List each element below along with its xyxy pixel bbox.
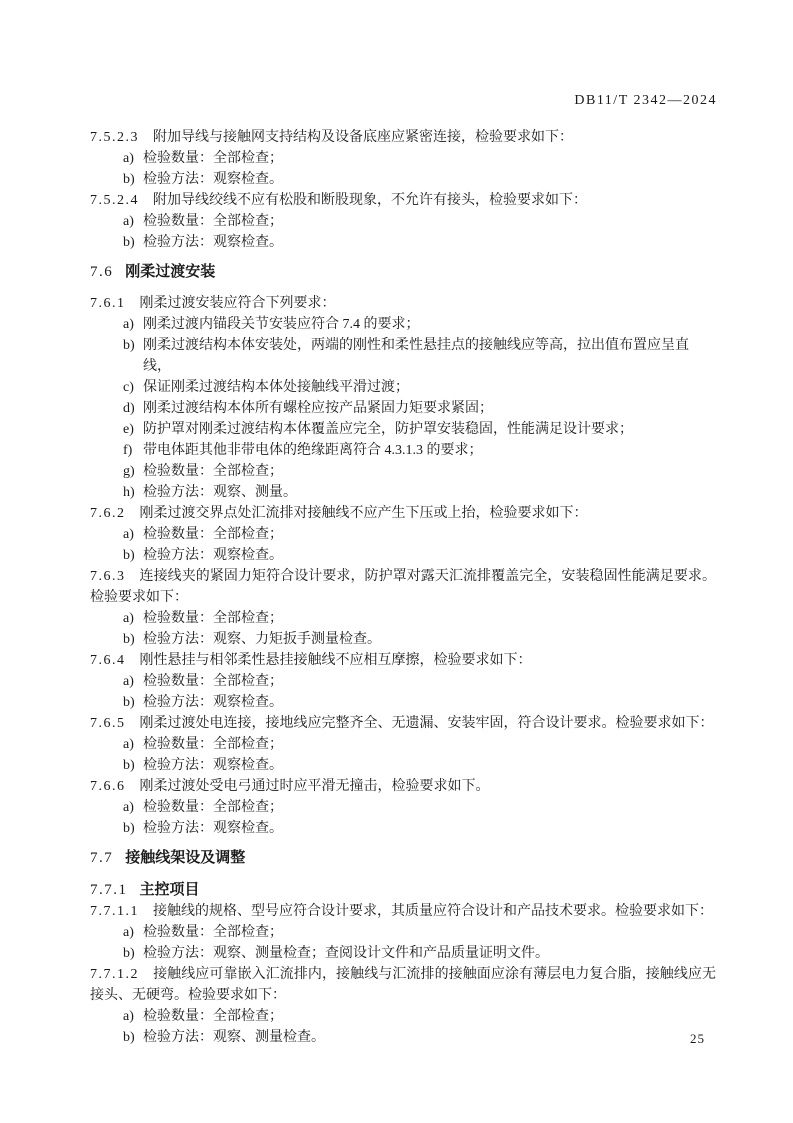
list-marker: d) [123,401,135,416]
clause-number: 7.6.3 [90,569,126,584]
list-marker: a) [123,737,134,752]
list-marker: b) [123,548,135,563]
clause-number: 7.5.2.4 [90,193,139,208]
clause-7-6-6 [90,776,716,839]
list-marker: b) [123,1030,135,1045]
list-marker: b) [123,946,135,961]
list-item-text: 检验方法：观察检查。 [143,172,283,187]
clause-text: 刚柔过渡安装应符合下列要求： [139,296,336,311]
list-item-text: 检验方法：观察检查。 [143,235,283,250]
section-number: 7.7 [90,850,114,866]
list-item [90,818,716,839]
page-number: 25 [690,1031,705,1046]
list-item [90,943,716,964]
clause-7-5-2-3 [90,127,716,190]
clause-number: 7.5.2.3 [90,130,139,145]
list-item-text: 检验方法：观察、测量检查。 [143,1030,325,1045]
subsection-title: 主控项目 [139,881,200,898]
list-item [90,671,716,692]
list-item [90,148,716,169]
list-item-text: 检验方法：观察检查。 [143,821,283,836]
list-item [90,377,716,398]
list-item [90,524,716,545]
list-item-text: 检验数量：全部检查； [143,527,283,542]
clause-paragraph [90,503,716,524]
list-marker: b) [123,758,135,773]
clause-7-6-4 [90,650,716,713]
section-heading-7-6 [90,261,716,283]
list-item [90,211,716,232]
list-marker: g) [123,464,135,479]
list-marker: b) [123,235,135,250]
clause-paragraph [90,293,716,314]
list-item-text: 检验数量：全部检查； [143,800,283,815]
clause-7-7-1-1 [90,901,716,964]
clause-paragraph [90,901,716,922]
list-item [90,755,716,776]
subsection-heading-7-7-1 [90,879,716,901]
clause-text: 附加导线与接触网支持结构及设备底座应紧密连接，检验要求如下： [153,130,573,145]
section-heading-7-7 [90,847,716,869]
list-item-text: 防护罩对刚柔过渡结构本体覆盖应完全，防护罩安装稳固，性能满足设计要求； [143,422,633,437]
list-item [90,797,716,818]
clause-text: 刚性悬挂与相邻柔性悬挂接触线不应相互摩擦，检验要求如下： [139,653,532,668]
section-title: 刚柔过渡安装 [125,263,216,280]
list-marker: b) [123,172,135,187]
list-item-text: 刚柔过渡内锚段关节安装应符合 7.4 的要求； [143,317,420,332]
list-item [90,314,716,335]
subsection-number: 7.7.1 [90,882,128,898]
clause-number: 7.6.2 [90,506,126,521]
clause-text: 连接线夹的紧固力矩符合设计要求，防护罩对露天汇流排覆盖完全，安装稳固性能满足要求。检验要求如下： [90,569,716,605]
list-item [90,461,716,482]
clause-number: 7.7.1.2 [90,967,139,982]
list-item-text: 检验方法：观察检查。 [143,695,283,710]
list-marker: b) [123,695,135,710]
clause-text: 接触线的规格、型号应符合设计要求，其质量应符合设计和产品技术要求。检验要求如下： [153,904,713,919]
list-marker: f) [123,443,133,458]
clause-7-6-2 [90,503,716,566]
list-item [90,922,716,943]
list-item-text: 检验数量：全部检查； [143,737,283,752]
list-item-text: 检验方法：观察检查。 [143,548,283,563]
list-item [90,169,716,190]
clause-number: 7.6.6 [90,779,126,794]
list-item [90,629,716,650]
list-item-text: 刚柔过渡结构本体安装处，两端的刚性和柔性悬挂点的接触线应等高，拉出值布置应呈直线， [143,338,689,374]
clause-paragraph [90,713,716,734]
clause-7-6-3 [90,566,716,650]
list-marker: e) [123,422,134,437]
clause-text: 刚柔过渡交界点处汇流排对接触线不应产生下压或上抬，检验要求如下： [139,506,588,521]
list-item [90,608,716,629]
list-item-text: 检验数量：全部检查； [143,925,283,940]
list-item-text: 检验方法：观察检查。 [143,758,283,773]
list-item-text: 检验数量：全部检查； [143,1009,283,1024]
page-content [90,127,716,1048]
clause-text: 刚柔过渡处受电弓通过时应平滑无撞击，检验要求如下。 [139,779,490,794]
clause-paragraph [90,127,716,148]
list-item-text: 检验数量：全部检查； [143,151,283,166]
list-marker: a) [123,925,134,940]
list-item-text: 保证刚柔过渡结构本体处接触线平滑过渡； [143,380,409,395]
clause-7-6-1 [90,293,716,503]
clause-paragraph [90,776,716,797]
list-marker: a) [123,1009,134,1024]
list-marker: a) [123,674,134,689]
list-marker: a) [123,800,134,815]
list-marker: a) [123,151,134,166]
list-item [90,545,716,566]
list-marker: a) [123,611,134,626]
list-item [90,232,716,253]
clause-number: 7.6.4 [90,653,126,668]
list-item-text: 检验数量：全部检查； [143,674,283,689]
clause-text: 附加导线绞线不应有松股和断股现象，不允许有接头，检验要求如下： [153,193,587,208]
list-item [90,482,716,503]
clause-paragraph [90,650,716,671]
clause-7-5-2-4 [90,190,716,253]
list-item-text: 刚柔过渡结构本体所有螺栓应按产品紧固力矩要求紧固； [143,401,493,416]
list-item [90,398,716,419]
clause-7-6-5 [90,713,716,776]
list-item [90,734,716,755]
clause-7-7-1-2 [90,964,716,1048]
list-item [90,1027,716,1048]
clause-text: 刚柔过渡处电连接，接地线应完整齐全、无遗漏、安装牢固，符合设计要求。检验要求如下： [139,716,714,731]
list-marker: a) [123,214,134,229]
list-marker: c) [123,380,134,395]
list-marker: b) [123,338,135,353]
standard-number-header: DB11/T 2342—2024 [574,93,717,108]
list-item-text: 检验数量：全部检查； [143,464,283,479]
list-item-text: 检验方法：观察、测量检查；查阅设计文件和产品质量证明文件。 [143,946,549,961]
list-item-text: 检验数量：全部检查； [143,611,283,626]
clause-number: 7.6.5 [90,716,126,731]
list-marker: b) [123,632,135,647]
list-item [90,419,716,440]
list-marker: h) [123,485,135,500]
list-item-text: 带电体距其他非带电体的绝缘距离符合 4.3.1.3 的要求； [143,443,483,458]
list-item [90,335,716,377]
list-item [90,440,716,461]
clause-number: 7.6.1 [90,296,126,311]
clause-text: 接触线应可靠嵌入汇流排内，接触线与汇流排的接触面应涂有薄层电力复合脂，接触线应无接头、无硬弯。检验要求如下： [90,967,716,1003]
list-marker: a) [123,527,134,542]
clause-paragraph [90,964,716,1006]
clause-number: 7.7.1.1 [90,904,139,919]
list-item [90,692,716,713]
list-item-text: 检验数量：全部检查； [143,214,283,229]
list-marker: a) [123,317,134,332]
list-item-text: 检验方法：观察、力矩扳手测量检查。 [143,632,381,647]
clause-paragraph [90,190,716,211]
clause-paragraph [90,566,716,608]
list-item [90,1006,716,1027]
section-number: 7.6 [90,264,114,280]
list-item-text: 检验方法：观察、测量。 [143,485,297,500]
list-marker: b) [123,821,135,836]
section-title: 接触线架设及调整 [125,849,246,866]
